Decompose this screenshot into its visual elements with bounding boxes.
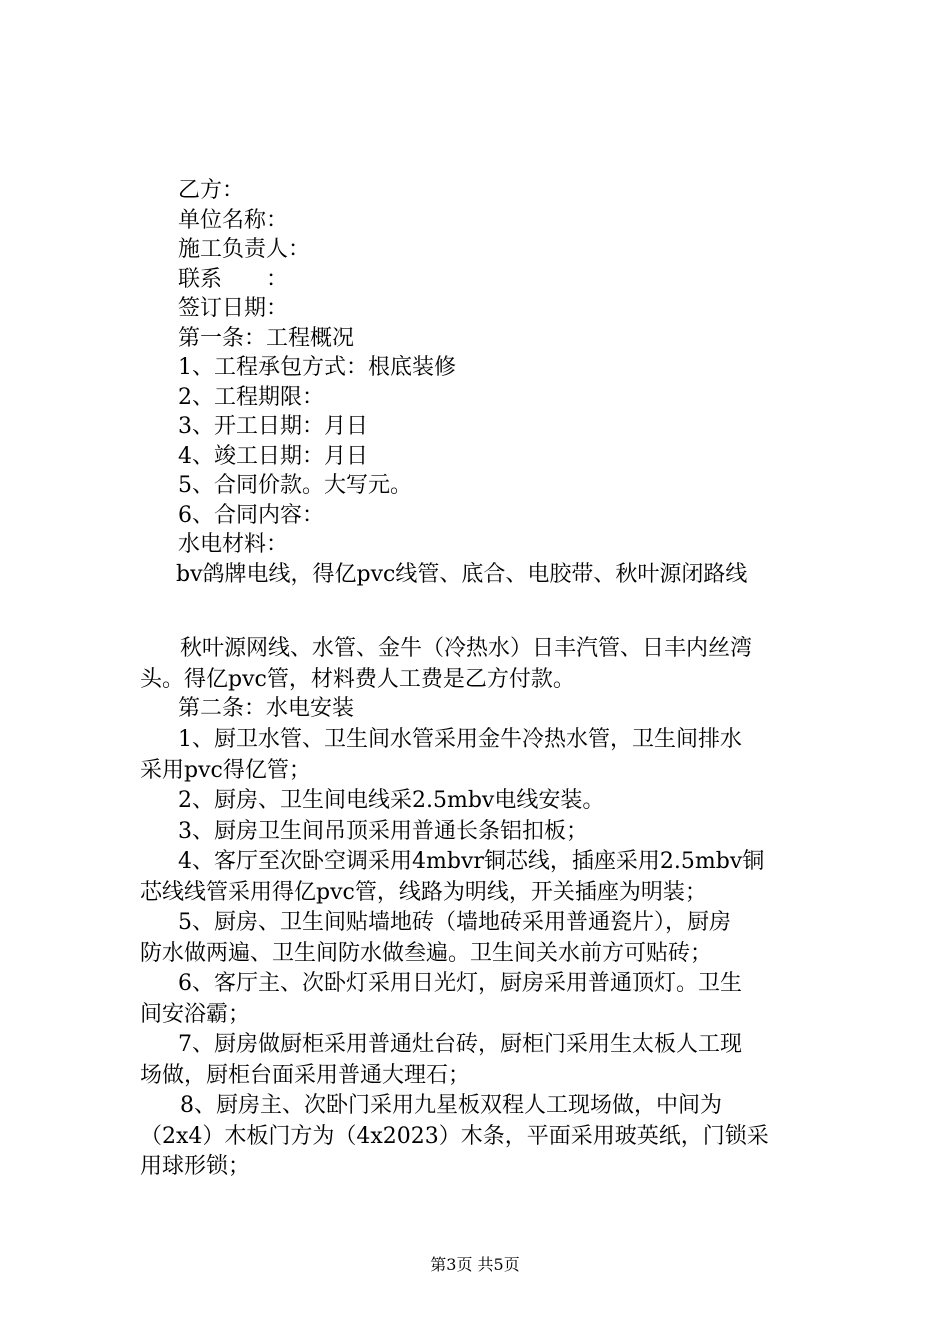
article2-para-7-line-2: 场做，厨柜台面采用普通大理石； [140, 1062, 471, 1088]
article2-para-2-line-1: 2、厨房、卫生间电线采2.5mbv电线安装。 [178, 788, 605, 813]
article2-para-1-line-2: 采用pvc得亿管； [140, 757, 311, 783]
document-body [178, 176, 838, 589]
sign-date-label: 签订日期： [178, 296, 289, 321]
page-footer: 第3页 共5页 [430, 1255, 520, 1274]
article1-item-6: 6、合同内容： [178, 502, 324, 528]
article2-para-8-line-2: （2x4）木板门方为（4x2023）木条，平面采用玻英纸，门锁采 [140, 1123, 769, 1149]
article2-para-5-line-2: 防水做两遍、卫生间防水做叁遍。卫生间关水前方可贴砖； [140, 940, 713, 966]
article2-body [140, 725, 840, 1183]
construction-leader-label: 施工负责人： [178, 237, 311, 262]
article1-item-4: 4、竣工日期：月日 [178, 443, 368, 469]
materials-label: 水电材料： [178, 532, 289, 557]
article1-item-3: 3、开工日期：月日 [178, 414, 368, 439]
article2-para-7-line-1: 7、厨房做厨柜采用普通灶台砖，厨柜门采用生太板人工现 [178, 1032, 742, 1057]
article2-para-5-line-1: 5、厨房、卫生间贴墙地砖（墙地砖采用普通瓷片），厨房 [178, 910, 731, 935]
party-b-label: 乙方： [178, 178, 245, 203]
unit-name-label: 单位名称： [178, 207, 289, 233]
article2-para-8-line-3: 用球形锁； [140, 1154, 251, 1179]
article1-title: 第一条：工程概况 [178, 325, 355, 351]
article2-para-1-line-1: 1、厨卫水管、卫生间水管采用金牛冷热水管，卫生间排水 [178, 727, 742, 752]
article2-para-8-line-1: 8、厨房主、次卧门采用九星板双程人工现场做，中间为 [180, 1093, 722, 1118]
materials-continuation [180, 634, 752, 665]
article1-item-1: 1、工程承包方式：根底装修 [178, 355, 456, 380]
article2-title: 第二条：水电安装 [178, 696, 355, 721]
article2-para-6-line-2: 间安浴霸； [140, 1001, 251, 1027]
materials-continuation-2 [140, 665, 575, 696]
article2-para-3-line-1: 3、厨房卫生间吊顶采用普通长条铝扣板； [178, 818, 588, 844]
article2-para-4-line-2: 芯线线管采用得亿pvc管，线路为明线，开关插座为明装； [140, 879, 707, 905]
article2-para-4-line-1: 4、客厅至次卧空调采用4mbvr铜芯线，插座采用2.5mbv铜 [178, 849, 765, 874]
article2-title-wrap [178, 694, 354, 724]
article1-item-2: 2、工程期限： [178, 384, 324, 410]
article1-item-5: 5、合同价款。大写元。 [178, 473, 412, 498]
contact-label: 联系 ： [178, 266, 289, 292]
materials-line-2a: 秋叶源网线、水管、金牛（冷热水）日丰汽管、日丰内丝湾 [180, 636, 753, 661]
materials-line-1: bv鸽牌电线，得亿pvc线管、底合、电胶带、秋叶源闭路线 [176, 561, 748, 587]
materials-line-2b: 头。得亿pvc管，材料费人工费是乙方付款。 [140, 667, 575, 692]
article2-para-6-line-1: 6、客厅主、次卧灯采用日光灯，厨房采用普通顶灯。卫生 [178, 971, 742, 996]
